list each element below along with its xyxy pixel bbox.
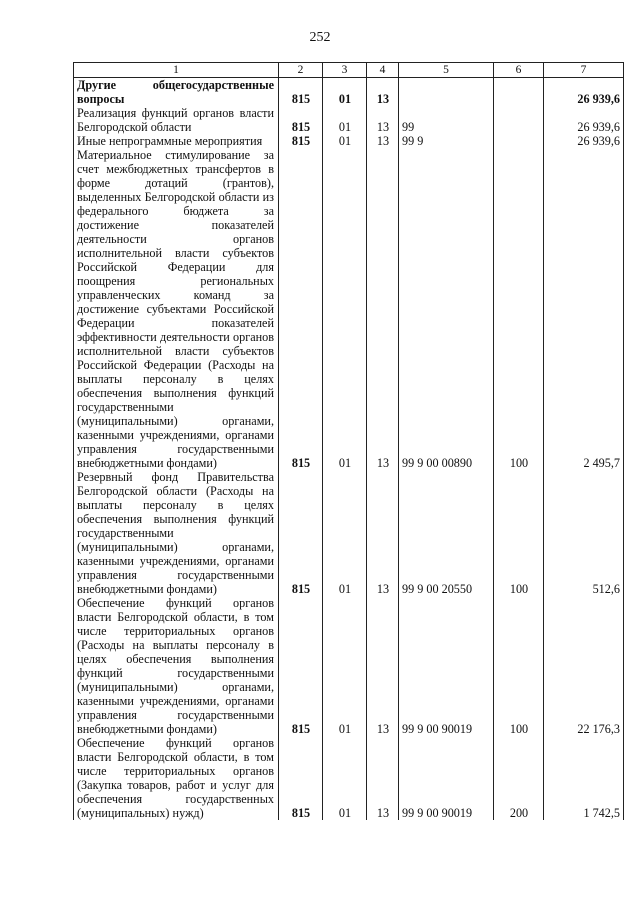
row-target-article: 99 9 00 20550 <box>399 470 494 596</box>
row-subsection: 13 <box>367 134 399 148</box>
row-section: 01 <box>323 134 367 148</box>
row-section: 01 <box>323 78 367 107</box>
row-ministry-code: 815 <box>279 470 323 596</box>
row-amount: 1 742,5 <box>544 736 624 820</box>
row-target-article: 99 <box>399 106 494 134</box>
row-ministry-code: 815 <box>279 78 323 107</box>
table-body <box>74 78 624 821</box>
column-header: 5 <box>399 63 494 78</box>
row-amount: 512,6 <box>544 470 624 596</box>
row-description: Материальное стимулирование за счет межбюджетных трансфертов в форме дотаций (грантов), выделенных Белгородской области из федерального бюджета за достижение показателей деятельности органов исполнительной власти субъектов Российской Федерации для поощрения региональных управленческих команд за достижение субъектами Российской Федерации показателей эффективности деятельности органов исполнительной власти субъектов Российской Федерации (Расходы на выплаты персоналу в целях обеспечения выполнения функций государственными (муниципальными) органами, казенными учреждениями, органами управления государственными внебюджетными фондами) <box>74 148 279 470</box>
row-subsection: 13 <box>367 470 399 596</box>
column-header: 1 <box>74 63 279 78</box>
row-section: 01 <box>323 148 367 470</box>
row-target-article: 99 9 00 00890 <box>399 148 494 470</box>
table-row <box>74 736 624 820</box>
row-target-article: 99 9 00 90019 <box>399 736 494 820</box>
column-header: 2 <box>279 63 323 78</box>
row-subsection: 13 <box>367 596 399 736</box>
table-row <box>74 470 624 596</box>
row-expense-type <box>494 78 544 107</box>
row-expense-type <box>494 134 544 148</box>
row-subsection: 13 <box>367 106 399 134</box>
table-row <box>74 596 624 736</box>
column-header: 4 <box>367 63 399 78</box>
row-amount: 2 495,7 <box>544 148 624 470</box>
row-target-article: 99 9 00 90019 <box>399 596 494 736</box>
table-row <box>74 78 624 107</box>
row-amount: 26 939,6 <box>544 106 624 134</box>
row-description: Обеспечение функций органов власти Белгородской области, в том числе территориальных органов (Расходы на выплаты персоналу в целях обеспечения выполнения функций государственными (муниципальными) органами, казенными учреждениями, органами управления государственными внебюджетными фондами) <box>74 596 279 736</box>
budget-table <box>73 62 624 820</box>
table-row <box>74 148 624 470</box>
row-expense-type: 100 <box>494 148 544 470</box>
row-expense-type: 100 <box>494 596 544 736</box>
row-amount: 26 939,6 <box>544 134 624 148</box>
row-ministry-code: 815 <box>279 106 323 134</box>
row-section: 01 <box>323 106 367 134</box>
row-description: Резервный фонд Правительства Белгородской области (Расходы на выплаты персоналу в целях обеспечения выполнения функций государственными (муниципальными) органами, казенными учреждениями, органами управления государственными внебюджетными фондами) <box>74 470 279 596</box>
table-row <box>74 106 624 134</box>
row-expense-type: 200 <box>494 736 544 820</box>
row-ministry-code: 815 <box>279 148 323 470</box>
row-target-article: 99 9 <box>399 134 494 148</box>
row-section: 01 <box>323 596 367 736</box>
row-target-article <box>399 78 494 107</box>
column-header: 3 <box>323 63 367 78</box>
row-expense-type <box>494 106 544 134</box>
column-header: 7 <box>544 63 624 78</box>
row-subsection: 13 <box>367 78 399 107</box>
row-subsection: 13 <box>367 148 399 470</box>
column-header: 6 <box>494 63 544 78</box>
table-row <box>74 134 624 148</box>
row-amount: 26 939,6 <box>544 78 624 107</box>
row-ministry-code: 815 <box>279 736 323 820</box>
row-expense-type: 100 <box>494 470 544 596</box>
page-number: 252 <box>309 30 331 45</box>
row-ministry-code: 815 <box>279 134 323 148</box>
row-ministry-code: 815 <box>279 596 323 736</box>
row-description: Реализация функций органов власти Белгородской области <box>74 106 279 134</box>
row-section: 01 <box>323 470 367 596</box>
row-section: 01 <box>323 736 367 820</box>
row-description: Обеспечение функций органов власти Белгородской области, в том числе территориальных органов (Закупка товаров, работ и услуг для обеспечения государственных (муниципальных) нужд) <box>74 736 279 820</box>
row-description: Иные непрограммные мероприятия <box>74 134 279 148</box>
row-description: Другие общегосударственные вопросы <box>74 78 279 107</box>
table-header <box>74 63 624 78</box>
row-subsection: 13 <box>367 736 399 820</box>
row-amount: 22 176,3 <box>544 596 624 736</box>
